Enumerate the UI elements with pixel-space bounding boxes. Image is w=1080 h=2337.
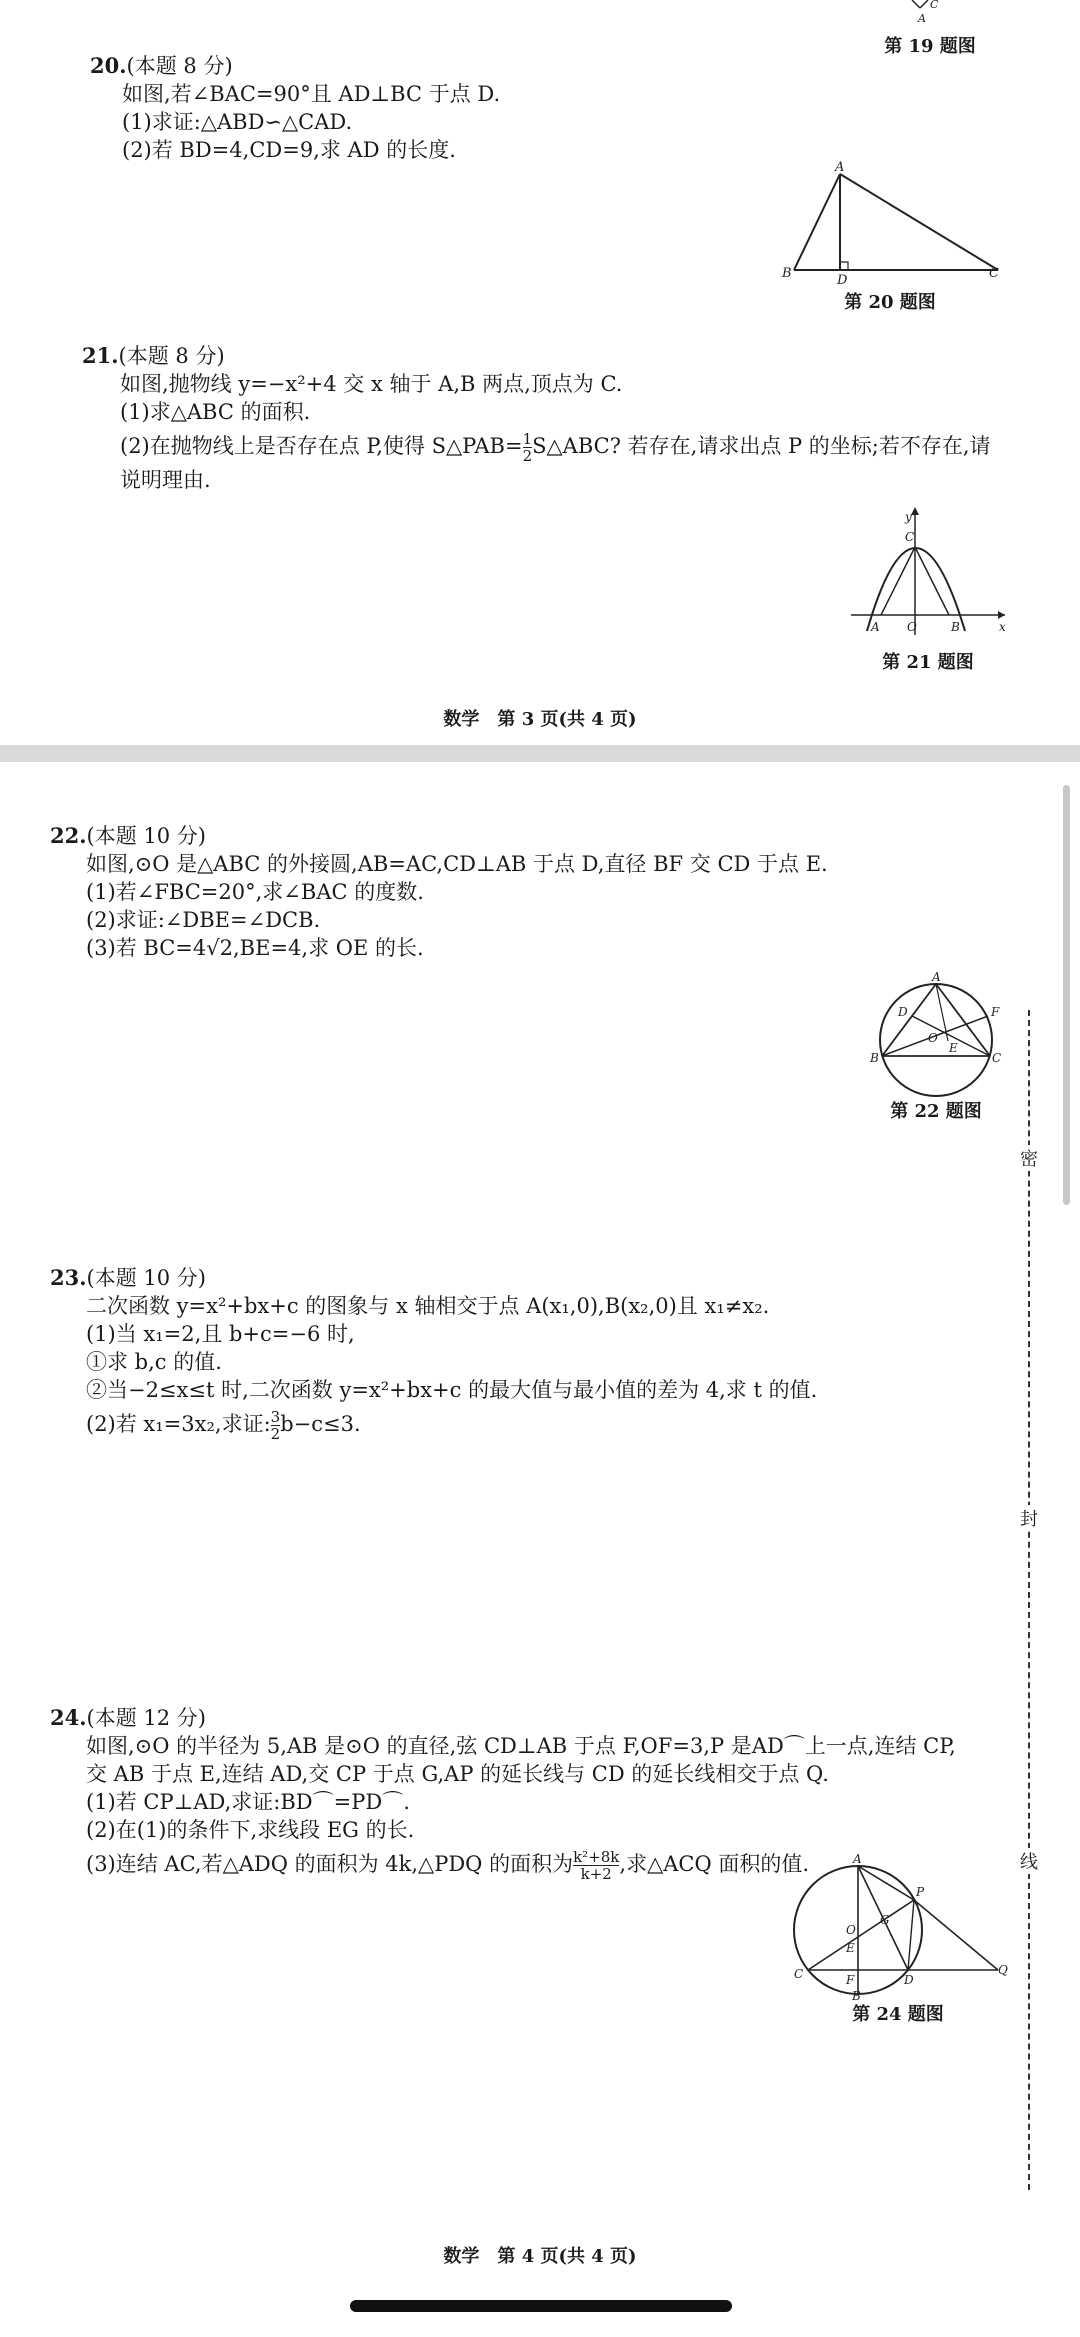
svg-text:D: D <box>898 1005 908 1019</box>
question-text-line: (1)若∠FBC=20°,求∠BAC 的度数. <box>86 880 424 904</box>
question-text-line: 二次函数 y=x²+bx+c 的图象与 x 轴相交于点 A(x₁,0),B(x₂,0)且 x₁≠x₂. <box>86 1294 770 1318</box>
question-text-line: 如图,若∠BAC=90°且 AD⊥BC 于点 D. <box>122 82 501 106</box>
figure-20-triangle <box>780 160 1010 285</box>
question-text-line: (2)若 BD=4,CD=9,求 AD 的长度. <box>122 138 456 162</box>
svg-text:E: E <box>949 1041 958 1055</box>
svg-text:F: F <box>846 1973 855 1987</box>
text-fragment: S△ABC? 若存在,请求出点 P 的坐标;若不存在,请 <box>532 434 991 458</box>
fraction-denominator: 2 <box>522 447 533 465</box>
fraction <box>573 1849 619 1882</box>
svg-text:B: B <box>951 620 960 634</box>
binding-dashed-line <box>1028 1010 1030 2190</box>
svg-text:Q: Q <box>998 1963 1008 1977</box>
svg-text:A: A <box>835 160 845 175</box>
figure-24-caption: 第 24 题图 <box>852 2004 944 2025</box>
svg-text:O: O <box>846 1923 856 1937</box>
svg-text:y: y <box>905 510 912 524</box>
seal-char-mi: 密 <box>1018 1145 1040 1171</box>
figure-20-caption: 第 20 题图 <box>844 292 936 313</box>
question-number: 20. <box>90 53 127 78</box>
svg-text:A: A <box>932 970 941 984</box>
question-number: 23. <box>50 1265 87 1290</box>
text-fragment: (2)若 x₁=3x₂,求证: <box>86 1412 271 1436</box>
fraction-denominator: k+2 <box>573 1865 619 1882</box>
question-22 <box>50 822 828 962</box>
question-number: 22. <box>50 823 87 848</box>
exam-page-3 <box>0 0 1080 745</box>
page-separator <box>0 745 1080 762</box>
figure-21-caption: 第 21 题图 <box>882 652 974 673</box>
question-text-line: 如图,⊙O 的半径为 5,AB 是⊙O 的直径,弦 CD⊥AB 于点 F,OF=3,P 是AD⌒上一点,连结 CP, <box>86 1734 956 1758</box>
question-23 <box>50 1264 817 1444</box>
text-fragment: (3)连结 AC,若△ADQ 的面积为 4k,△PDQ 的面积为 <box>86 1852 574 1876</box>
figure-21-parabola <box>845 505 1015 640</box>
svg-text:B: B <box>870 1051 879 1065</box>
svg-text:F: F <box>991 1005 1000 1019</box>
question-score: (本题 10 分) <box>86 824 207 848</box>
question-score: (本题 8 分) <box>118 344 225 368</box>
svg-text:C: C <box>992 1051 1002 1065</box>
text-fragment: b−c≤3. <box>280 1412 361 1436</box>
fig19-label-a: A <box>918 12 926 24</box>
question-text-line <box>50 1404 817 1444</box>
svg-text:P: P <box>916 1885 925 1899</box>
figure-24-circle <box>790 1852 1010 2002</box>
question-20 <box>90 52 500 164</box>
seal-char-xian: 线 <box>1018 1848 1040 1874</box>
question-21 <box>82 342 991 494</box>
seal-char-feng: 封 <box>1018 1505 1040 1531</box>
svg-text:A: A <box>871 620 880 634</box>
question-text-line: (1)求△ABC 的面积. <box>120 400 311 424</box>
exam-page-4 <box>0 762 1080 2337</box>
figure-22-circle <box>868 970 1008 1110</box>
svg-text:G: G <box>880 1913 890 1927</box>
svg-text:E: E <box>846 1941 855 1955</box>
fraction-denominator: 2 <box>270 1425 281 1443</box>
question-text-line: ①求 b,c 的值. <box>86 1350 222 1374</box>
question-text-line: (3)若 BC=4√2,BE=4,求 OE 的长. <box>86 936 424 960</box>
question-text-line: (1)当 x₁=2,且 b+c=−6 时, <box>86 1322 355 1346</box>
svg-text:A: A <box>853 1852 862 1866</box>
figure-22-caption: 第 22 题图 <box>890 1101 982 1122</box>
fig19-label-c: C <box>930 0 939 11</box>
question-text-line: 说明理由. <box>120 468 211 492</box>
svg-text:x: x <box>999 620 1006 634</box>
fraction <box>271 1409 281 1442</box>
svg-text:C: C <box>989 266 999 281</box>
question-text-line: 如图,抛物线 y=−x²+4 交 x 轴于 A,B 两点,顶点为 C. <box>120 372 623 396</box>
question-text-line: 交 AB 于点 E,连结 AD,交 CP 于点 G,AP 的延长线与 CD 的延长线相交于点 Q. <box>86 1762 829 1786</box>
scrollbar-thumb[interactable] <box>1063 785 1070 1205</box>
question-text-line: (2)求证:∠DBE=∠DCB. <box>86 908 321 932</box>
question-text-line: (1)若 CP⊥AD,求证:BD⌒=PD⌒. <box>86 1790 410 1814</box>
text-fragment: (2)在抛物线上是否存在点 P,使得 S△PAB= <box>120 434 523 458</box>
fraction <box>523 431 533 464</box>
svg-text:O: O <box>928 1031 938 1045</box>
svg-text:D: D <box>904 1973 914 1987</box>
svg-text:O: O <box>907 620 917 634</box>
svg-text:C: C <box>794 1967 804 1981</box>
fraction-numerator: 3 <box>270 1408 281 1426</box>
fraction-numerator: 1 <box>522 430 533 448</box>
question-text-line: (1)求证:△ABD∽△CAD. <box>122 110 353 134</box>
question-score: (本题 12 分) <box>86 1706 207 1730</box>
figure-19-fragment <box>890 0 960 24</box>
figure-19-caption: 第 19 题图 <box>884 36 976 57</box>
svg-text:D: D <box>837 273 848 285</box>
home-indicator[interactable] <box>350 2300 732 2312</box>
svg-text:C: C <box>905 530 915 544</box>
page-4-footer: 数学 第 4 页(共 4 页) <box>443 2246 637 2267</box>
fraction-numerator: k²+8k <box>573 1848 620 1866</box>
question-score: (本题 8 分) <box>126 54 233 78</box>
question-score: (本题 10 分) <box>86 1266 207 1290</box>
question-text-line: 如图,⊙O 是△ABC 的外接圆,AB=AC,CD⊥AB 于点 D,直径 BF 交 CD 于点 E. <box>86 852 828 876</box>
page-3-footer: 数学 第 3 页(共 4 页) <box>443 709 637 730</box>
text-fragment: ,求△ACQ 面积的值. <box>619 1852 810 1876</box>
svg-text:B: B <box>782 266 792 281</box>
question-number: 24. <box>50 1705 87 1730</box>
svg-text:B: B <box>852 1989 861 2002</box>
question-text-line: ②当−2≤x≤t 时,二次函数 y=x²+bx+c 的最大值与最小值的差为 4,求 t 的值. <box>86 1378 818 1402</box>
question-number: 21. <box>82 343 119 368</box>
question-text-line: (2)在(1)的条件下,求线段 EG 的长. <box>86 1818 415 1842</box>
question-text-line <box>82 426 991 466</box>
